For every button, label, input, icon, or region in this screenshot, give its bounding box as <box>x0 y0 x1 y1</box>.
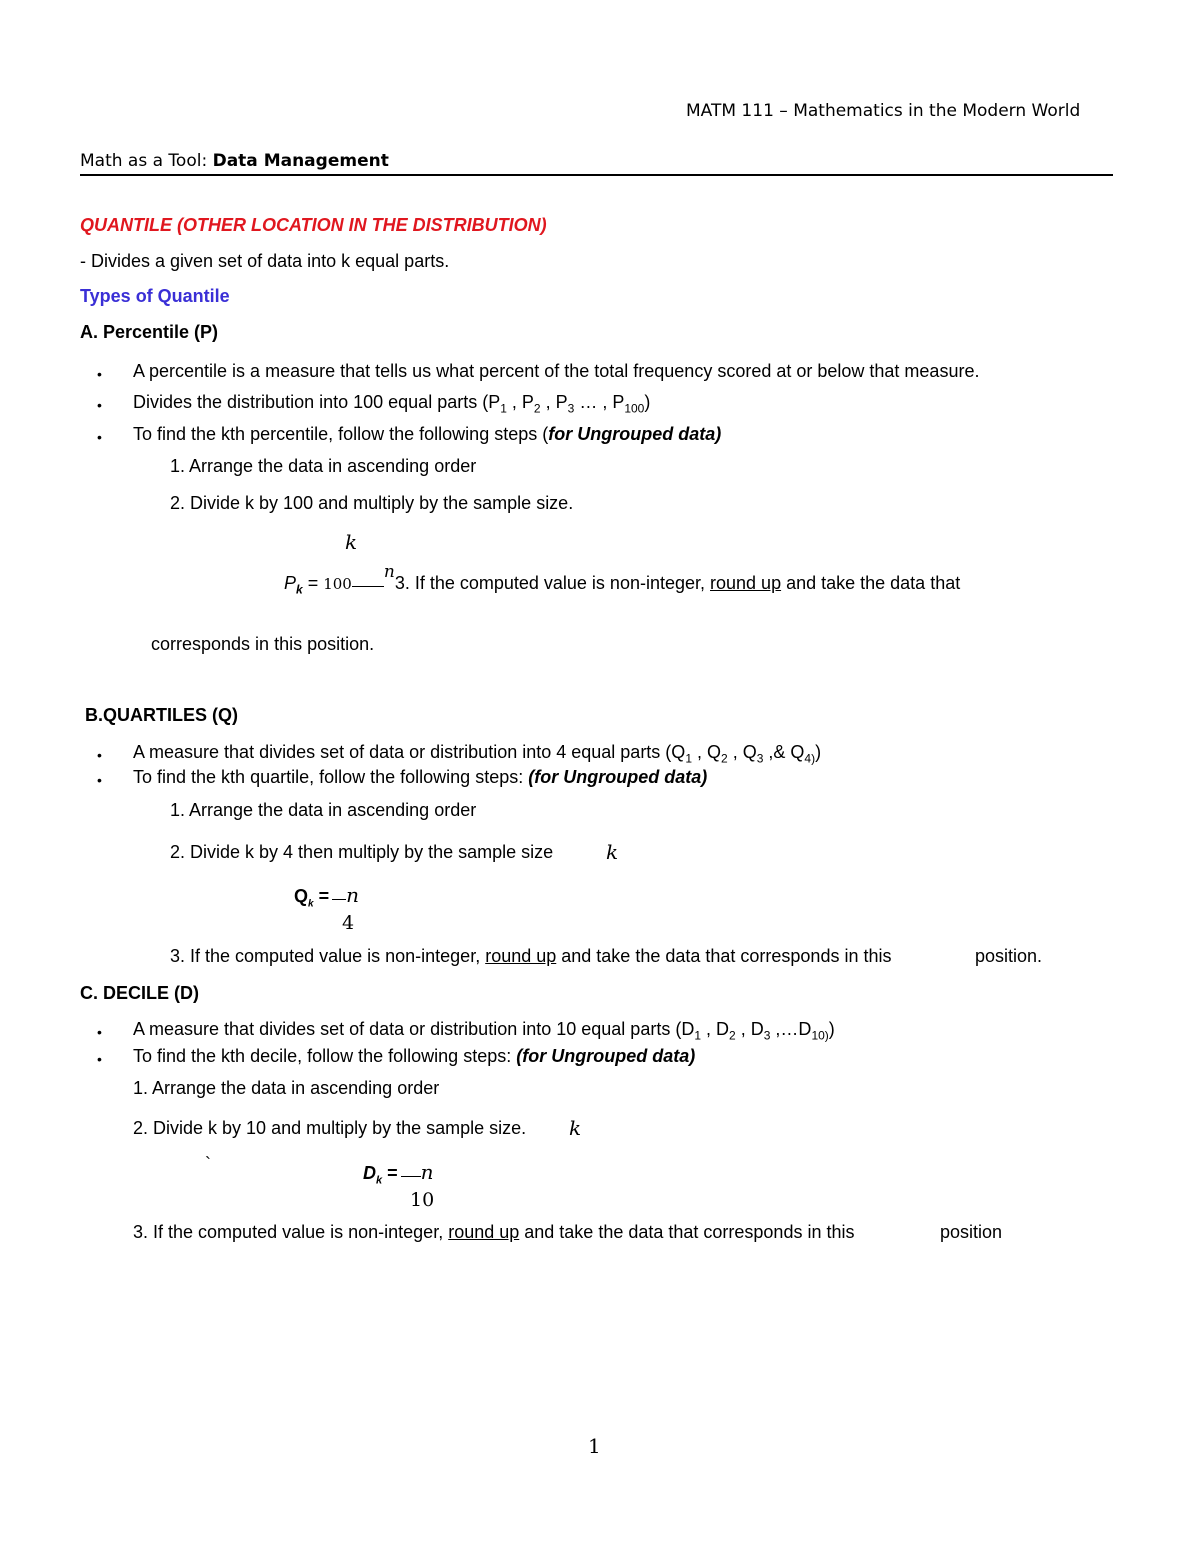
quartiles-formula-numerator: k <box>606 840 619 864</box>
quartiles-step-3-text: 3. If the computed value is non-integer, <box>170 946 486 966</box>
percentile-bullet-3 <box>133 424 721 445</box>
quartiles-bullet-1-text: A measure that divides set of data or distribution into 4 equal parts (Q <box>133 742 686 762</box>
subscript: 2 <box>721 751 728 766</box>
quartiles-step-2: 2. Divide k by 4 then multiply by the sample size <box>170 842 554 862</box>
decile-bullet-1: A measure that divides set of data or distribution into 10 equal parts ($D_1$ , $D_2$ , $D_3$ $,\dots D_{10)}$) <box>133 1019 835 1043</box>
quartiles-step-1: 1. Arrange the data in ascending order <box>170 800 477 820</box>
formula-n: n <box>383 562 395 582</box>
decile-heading: C. DECILE (D) <box>80 983 199 1003</box>
quartiles-step-3-end: position. <box>975 946 1043 966</box>
topic-name: Data Management <box>212 151 389 171</box>
percentile-step-3-text: 3. If the computed value is non-integer, <box>394 573 711 593</box>
percentile-step-1: 1. Arrange the data in ascending order <box>170 456 477 476</box>
decile-bullet-1-text: A measure that divides set of data or distribution into 10 equal parts (D <box>133 1019 695 1039</box>
decile-step-1: 1. Arrange the data in ascending order <box>133 1078 440 1098</box>
subscript: 4) <box>804 751 816 766</box>
subscript: 3 <box>567 401 575 416</box>
bullet-icon: • <box>97 747 102 763</box>
fraction-bar <box>352 586 384 587</box>
percentile-heading: A. Percentile (P) <box>80 322 219 342</box>
formula-symbol: Q <box>294 886 309 906</box>
bullet-icon: • <box>97 772 102 788</box>
decile-step-3 <box>133 1222 854 1243</box>
decile-step-3-text: 3. If the computed value is non-integer, <box>133 1222 449 1242</box>
decile-bullet-2 <box>133 1046 695 1067</box>
formula-equals: = <box>313 886 330 906</box>
quartiles-step-3-mid: and take the data that corresponds in this <box>556 946 892 966</box>
ungrouped-note: (for Ungrouped data) <box>528 767 708 787</box>
percentile-step-3-continued: corresponds in this position. <box>151 634 375 654</box>
quartiles-bullet-1: A measure that divides set of data or distribution into 4 equal parts ($Q_1$ , $Q_2$ , $Q_3$ ,& $Q_{4)}$) <box>133 742 822 766</box>
page-number: 1 <box>588 1434 601 1458</box>
round-up-text: round up <box>710 573 782 593</box>
round-up-text: round up <box>485 946 557 966</box>
subscript: 2 <box>533 401 541 416</box>
round-up-text: round up <box>448 1222 520 1242</box>
quartiles-step-3 <box>170 946 891 967</box>
decile-step-2: 2. Divide k by 10 and multiply by the sample size. <box>133 1118 527 1138</box>
percentile-step-3-end: and take the data that <box>781 573 961 593</box>
quartiles-heading: B.QUARTILES (Q) <box>85 705 238 725</box>
fraction-bar <box>332 899 346 900</box>
quartiles-formula <box>294 883 359 910</box>
topic-prefix: Math as a Tool: <box>80 151 208 171</box>
formula-symbol: P <box>284 573 297 593</box>
subscript: 1 <box>685 751 692 766</box>
ungrouped-note: for Ungrouped data) <box>548 424 722 444</box>
bullet-icon: • <box>97 397 102 413</box>
quartiles-bullet-2-text: To find the kth quartile, follow the following steps: <box>133 767 529 787</box>
formula-subscript: k <box>308 898 314 910</box>
quantile-definition: - Divides a given set of data into k equal parts. <box>80 251 450 271</box>
topic-line <box>80 151 389 171</box>
quartiles-formula-denominator: 4 <box>342 912 355 934</box>
percentile-formula-numerator: k <box>345 530 358 554</box>
subscript: 100 <box>624 401 645 416</box>
subscript: 2 <box>729 1028 736 1043</box>
percentile-bullet-2-text: Divides the distribution into 100 equal parts (P <box>133 392 501 412</box>
bullet-icon: • <box>97 1051 102 1067</box>
fraction-bar <box>401 1176 421 1177</box>
percentile-step-2: 2. Divide k by 100 and multiply by the sample size. <box>170 493 574 513</box>
subscript: 3 <box>763 1028 771 1043</box>
subscript: 1 <box>694 1028 702 1043</box>
subscript: 10) <box>811 1028 829 1043</box>
stray-backtick: ` <box>205 1154 211 1174</box>
percentile-bullet-3-text: To find the kth percentile, follow the following steps ( <box>133 424 549 444</box>
formula-n: n <box>346 883 359 907</box>
formula-equals: = <box>382 1163 398 1183</box>
ungrouped-note: (for Ungrouped data) <box>516 1046 696 1066</box>
bullet-icon: • <box>97 366 102 382</box>
header-rule <box>80 174 1113 176</box>
types-heading: Types of Quantile <box>80 286 230 306</box>
quartiles-bullet-2 <box>133 767 707 788</box>
decile-formula-numerator: k <box>569 1116 582 1140</box>
percentile-formula-and-step-3 <box>284 562 961 597</box>
decile-step-3-mid: and take the data that corresponds in this <box>519 1222 855 1242</box>
formula-n: n <box>420 1160 434 1184</box>
decile-bullet-2-text: To find the kth decile, follow the following steps: <box>133 1046 517 1066</box>
formula-subscript: k <box>376 1174 383 1187</box>
bullet-icon: • <box>97 429 102 445</box>
formula-symbol: D <box>363 1163 376 1183</box>
subscript: 3 <box>756 751 764 766</box>
percentile-bullet-2: Divides the distribution into 100 equal parts ($P_1$ , $P_2$ , $P_3$ … , $P_{100}$) <box>133 392 651 416</box>
percentile-bullet-1: A percentile is a measure that tells us what percent of the total frequency scored at or below that measure. <box>133 361 980 381</box>
formula-denominator: 100 <box>323 575 352 593</box>
decile-step-3-end: position <box>940 1222 1003 1242</box>
bullet-icon: • <box>97 1024 102 1040</box>
formula-subscript: k <box>296 582 303 597</box>
course-title: MATM 111 – Mathematics in the Modern World <box>686 101 1081 121</box>
decile-formula-denominator: 10 <box>410 1189 435 1211</box>
formula-equals: = <box>302 573 324 593</box>
decile-formula <box>363 1160 434 1187</box>
subscript: 1 <box>500 401 507 416</box>
quantile-heading: QUANTILE (OTHER LOCATION IN THE DISTRIBUTION) <box>80 215 547 235</box>
